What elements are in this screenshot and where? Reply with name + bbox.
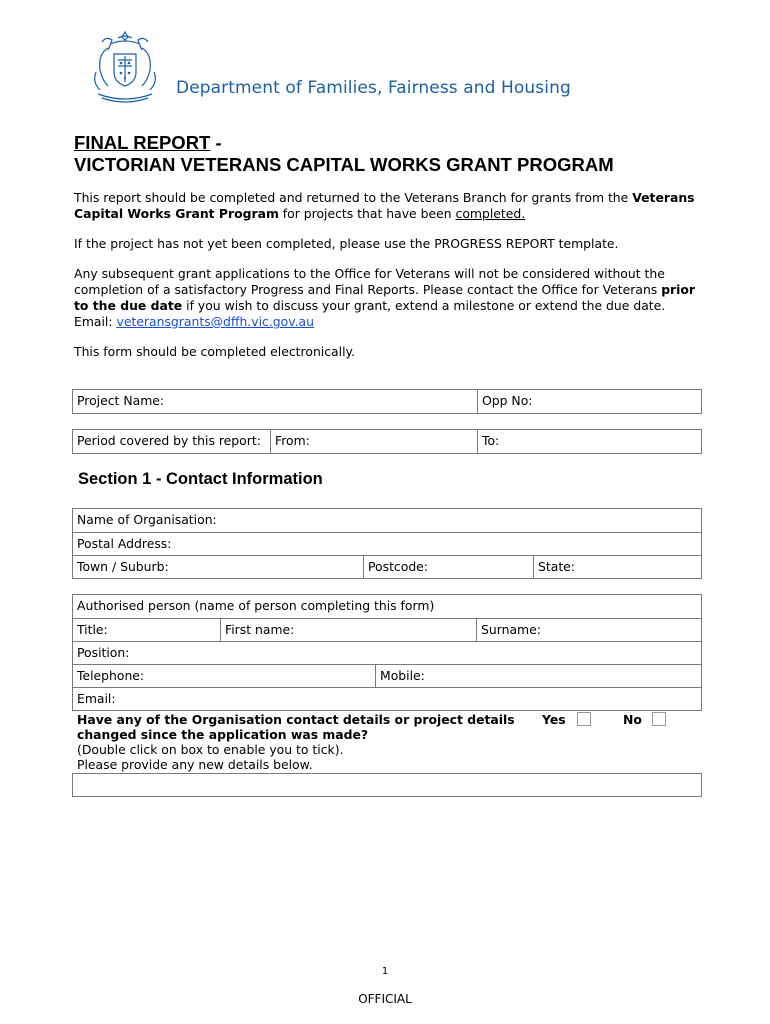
opp-no-label: Opp No:	[482, 393, 533, 408]
project-table	[72, 389, 702, 414]
postal-label: Postal Address:	[77, 536, 172, 551]
org-name-row	[73, 509, 701, 532]
telephone-field[interactable]	[73, 665, 375, 687]
details-changed-question	[77, 712, 517, 772]
postcode-label: Postcode:	[368, 559, 428, 574]
intro-paragraph-3	[74, 266, 704, 330]
first-name-label: First name:	[225, 622, 295, 637]
postal-row	[73, 532, 701, 555]
page-number: 1	[381, 966, 389, 977]
section-1-heading: Section 1 - Contact Information	[78, 470, 323, 488]
telephone-label: Telephone:	[77, 668, 145, 683]
classification-footer: OFFICIAL	[358, 992, 412, 1006]
intro-paragraph-1	[74, 190, 704, 222]
authorised-person-table	[72, 594, 702, 711]
surname-label: Surname:	[481, 622, 541, 637]
to-label: To:	[482, 433, 500, 448]
period-row	[73, 430, 701, 453]
changed-hint: (Double click on box to enable you to tick).	[77, 742, 344, 757]
town-label: Town / Suburb:	[77, 559, 169, 574]
intro-text: for projects that have been	[278, 206, 456, 221]
mobile-field[interactable]	[375, 665, 701, 687]
title-label: Title:	[77, 622, 108, 637]
authorised-header	[73, 595, 701, 618]
intro-text: This report should be completed and returned to the Veterans Branch for grants from the	[74, 190, 633, 205]
authorised-header-row	[73, 595, 701, 618]
project-row	[73, 390, 701, 413]
phone-row	[73, 664, 701, 687]
intro-completed: completed.	[455, 206, 526, 221]
yes-checkbox[interactable]	[577, 712, 591, 726]
project-name-field[interactable]	[73, 390, 477, 413]
intro-text: Any subsequent grant applications to the Office for Veterans will not be considered without the completion of a satisfactory Progress and Final Reports. Please contact the Office for Veterans	[74, 266, 665, 297]
victoria-coat-of-arms-icon	[88, 28, 162, 106]
intro-paragraph-2: If the project has not yet been completed, please use the PROGRESS REPORT template.	[74, 236, 619, 251]
email-link[interactable]: veteransgrants@dffh.vic.gov.au	[116, 314, 314, 329]
position-row	[73, 641, 701, 664]
period-table	[72, 429, 702, 454]
mobile-label: Mobile:	[380, 668, 425, 683]
name-row	[73, 618, 701, 641]
email-row	[73, 687, 701, 710]
postal-address-field[interactable]	[73, 533, 701, 555]
intro-paragraph-4: This form should be completed electronically.	[74, 344, 356, 359]
no-label: No	[623, 712, 642, 727]
email-label: Email:	[74, 314, 117, 329]
state-field[interactable]	[533, 556, 701, 578]
position-label: Position:	[77, 645, 130, 660]
period-label-cell	[73, 430, 270, 453]
surname-field[interactable]	[476, 619, 701, 641]
position-field[interactable]	[73, 642, 701, 664]
state-label: State:	[538, 559, 575, 574]
period-to-field[interactable]	[477, 430, 701, 453]
title-program: VICTORIAN VETERANS CAPITAL WORKS GRANT PROGRAM	[74, 154, 614, 175]
first-name-field[interactable]	[220, 619, 476, 641]
org-name-label: Name of Organisation:	[77, 512, 217, 527]
intro-due-date: prior to the due date	[74, 282, 696, 313]
postcode-field[interactable]	[363, 556, 533, 578]
title-final-report: FINAL REPORT	[74, 132, 211, 153]
department-name: Department of Families, Fairness and Housing	[176, 78, 571, 98]
title-field[interactable]	[73, 619, 220, 641]
changed-question-text: Have any of the Organisation contact details or project details changed since the application was made?	[77, 712, 515, 742]
intro-text: if you wish to discuss your grant, extend a milestone or extend the due date.	[182, 298, 666, 313]
project-name-label: Project Name:	[77, 393, 165, 408]
period-from-field[interactable]	[270, 430, 477, 453]
authorised-header-label: Authorised person (name of person completing this form)	[77, 598, 435, 613]
new-details-input[interactable]	[72, 773, 702, 797]
no-checkbox[interactable]	[652, 712, 666, 726]
yes-label: Yes	[542, 712, 566, 727]
organisation-table	[72, 508, 702, 579]
email-field[interactable]	[73, 688, 701, 710]
email-field-label: Email:	[77, 691, 116, 706]
org-name-field[interactable]	[73, 509, 701, 532]
town-field[interactable]	[73, 556, 363, 578]
opp-no-field[interactable]	[477, 390, 701, 413]
period-label: Period covered by this report:	[77, 433, 261, 448]
changed-prompt: Please provide any new details below.	[77, 757, 313, 772]
title-dash: -	[210, 132, 222, 153]
town-row	[73, 555, 701, 578]
from-label: From:	[275, 433, 310, 448]
page-title	[74, 132, 714, 176]
intro-program-name: Veterans Capital Works Grant Program	[74, 190, 695, 221]
